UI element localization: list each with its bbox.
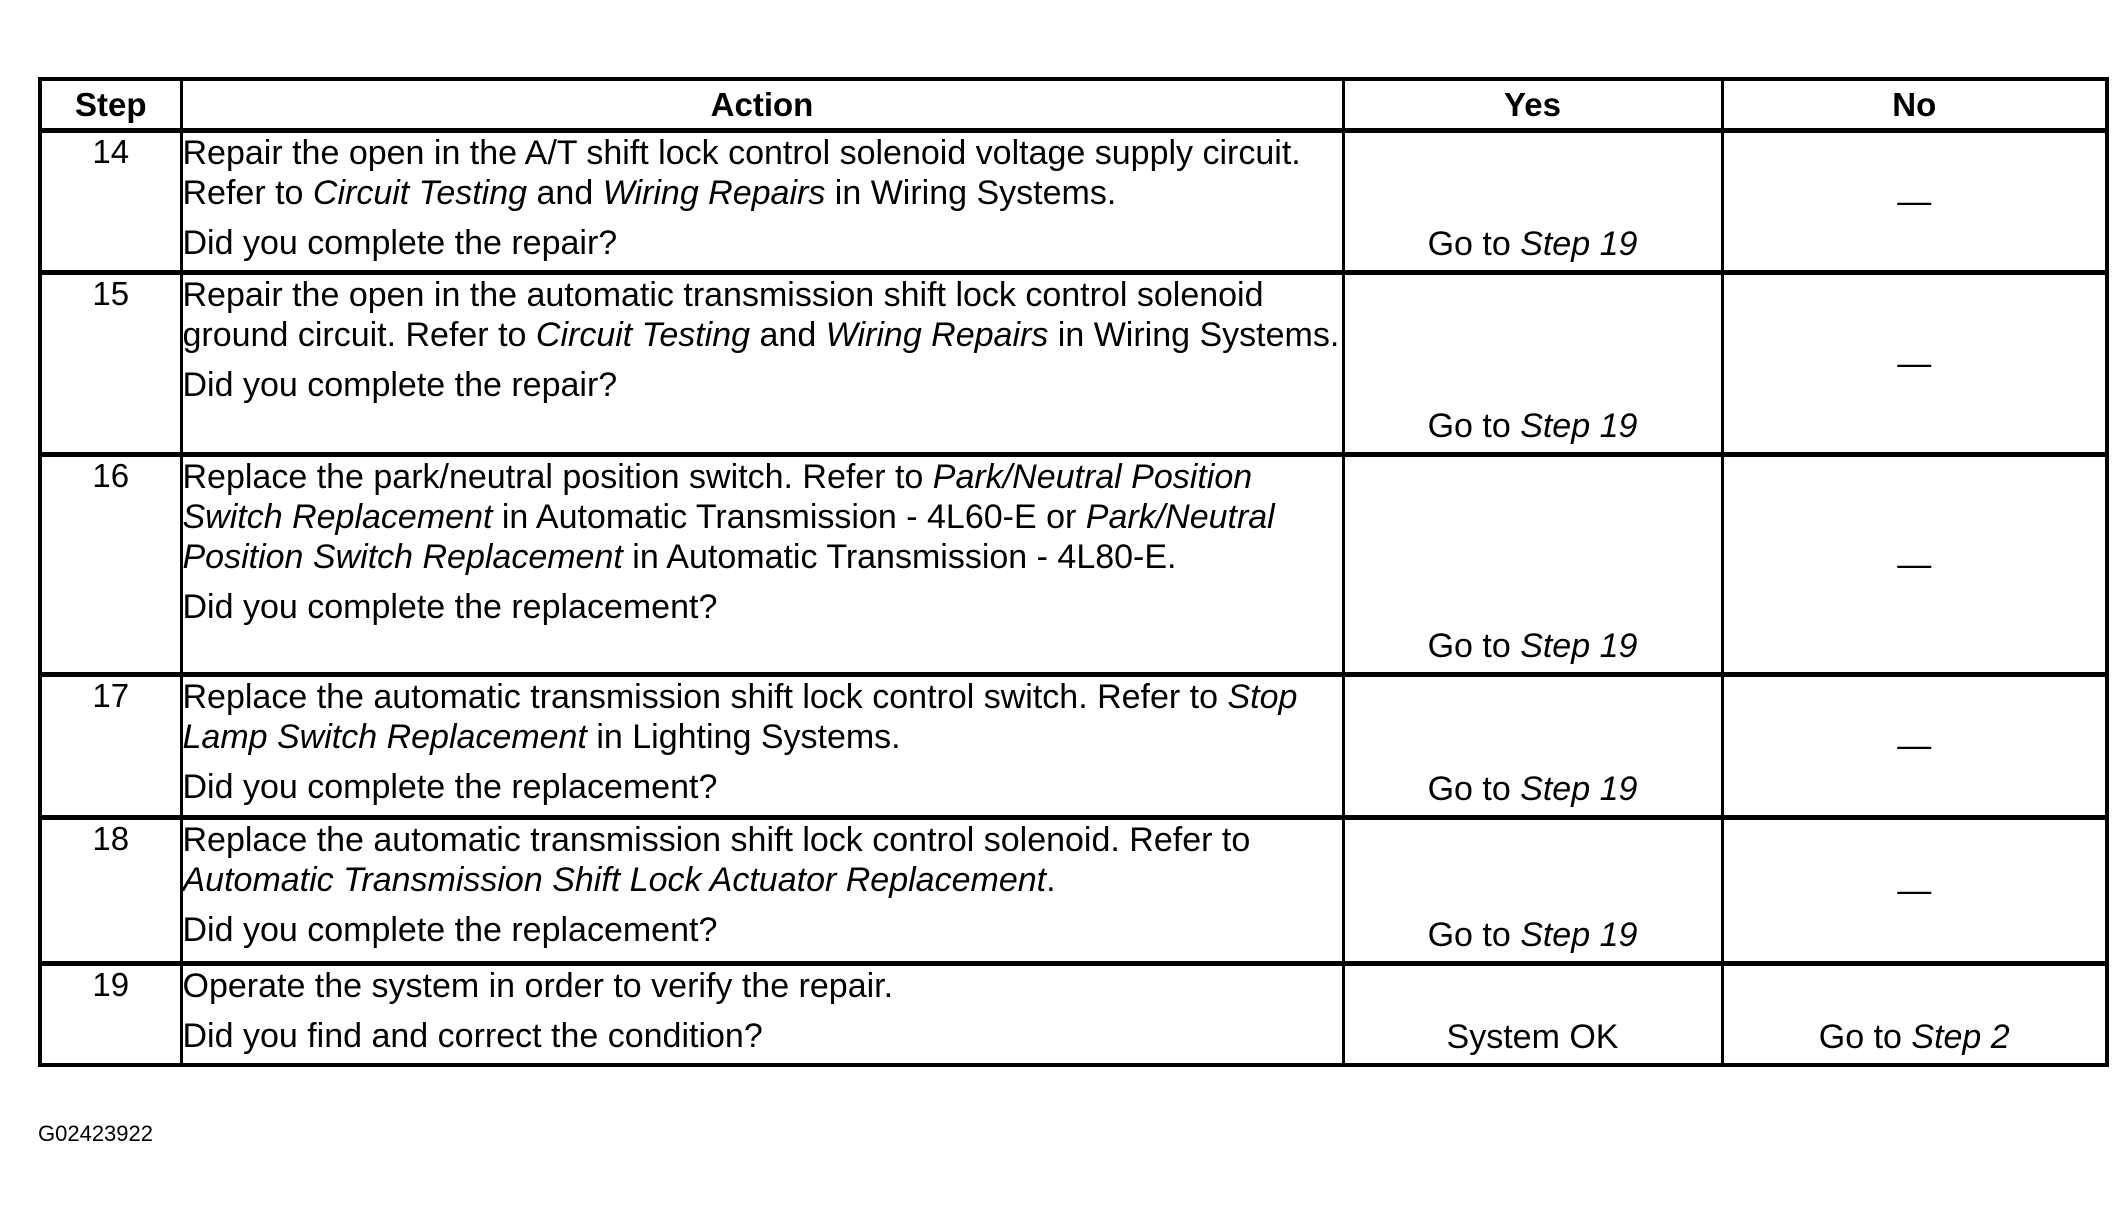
question-text: Did you complete the replacement? bbox=[182, 911, 718, 949]
diagnostic-table bbox=[38, 77, 2109, 1067]
action-text bbox=[183, 133, 1342, 213]
no-cell bbox=[1722, 273, 2107, 455]
action-cell bbox=[181, 273, 1343, 455]
question-text: Did you find and correct the condition? bbox=[182, 1017, 763, 1055]
action-cell bbox=[181, 818, 1343, 964]
action-text-segment: Replace the automatic transmission shift lock control switch. Refer to bbox=[182, 678, 1228, 716]
action-text-segment: Replace the automatic transmission shift lock control solenoid. Refer to bbox=[182, 821, 1251, 859]
table-row bbox=[40, 818, 2107, 964]
table-row bbox=[40, 675, 2107, 818]
action-text bbox=[183, 457, 1342, 577]
yes-cell bbox=[1343, 675, 1722, 818]
action-text-segment: . bbox=[1046, 861, 1056, 899]
reference-title: Park/Neutral Position Switch Replacement bbox=[182, 458, 1253, 536]
reference-title: Wiring Repairs bbox=[602, 174, 826, 212]
action-text bbox=[183, 677, 1342, 757]
reference-title: Wiring Repairs bbox=[825, 316, 1049, 354]
yes-answer-prefix: Go to bbox=[1427, 407, 1521, 445]
no-cell bbox=[1722, 455, 2107, 675]
action-text-segment: Replace the park/neutral position switch. Refer to bbox=[182, 458, 933, 496]
table-header-row bbox=[40, 79, 2107, 131]
table-body bbox=[40, 131, 2107, 1065]
action-text-segment: Operate the system in order to verify the repair. bbox=[182, 967, 894, 1005]
action-text bbox=[183, 820, 1342, 900]
action-text-segment: in Wiring Systems. bbox=[825, 174, 1117, 212]
yes-cell bbox=[1343, 818, 1722, 964]
action-cell bbox=[181, 455, 1343, 675]
no-dash: — bbox=[1897, 871, 1932, 909]
question-text: Did you complete the repair? bbox=[182, 366, 618, 404]
no-cell bbox=[1722, 131, 2107, 273]
header-step: Step bbox=[40, 79, 181, 131]
yes-step-link: Step 19 bbox=[1520, 770, 1638, 808]
yes-step-link: Step 19 bbox=[1520, 627, 1638, 665]
yes-answer-prefix: System OK bbox=[1446, 1017, 1619, 1056]
yes-step-link: Step 19 bbox=[1520, 225, 1638, 263]
no-answer-prefix: Go to bbox=[1818, 1017, 1912, 1056]
step-number: 19 bbox=[40, 964, 181, 1065]
step-number: 17 bbox=[40, 675, 181, 818]
yes-cell bbox=[1343, 273, 1722, 455]
question-text: Did you complete the replacement? bbox=[182, 768, 718, 806]
step-number: 18 bbox=[40, 818, 181, 964]
no-answer bbox=[1724, 1017, 2106, 1057]
table-row bbox=[40, 455, 2107, 675]
no-cell bbox=[1722, 818, 2107, 964]
header-action: Action bbox=[181, 79, 1343, 131]
table-row bbox=[40, 964, 2107, 1065]
yes-answer bbox=[1345, 224, 1721, 264]
no-step-link: Step 2 bbox=[1911, 1017, 2010, 1056]
yes-answer bbox=[1345, 1017, 1721, 1057]
header-no: No bbox=[1722, 79, 2107, 131]
no-dash: — bbox=[1897, 545, 1932, 583]
action-text-segment: and bbox=[750, 316, 826, 354]
table-row bbox=[40, 131, 2107, 273]
no-dash: — bbox=[1897, 344, 1932, 382]
action-text-segment: Repair the open in the automatic transmission shift lock control solenoid ground circuit. Refer to bbox=[182, 276, 1264, 354]
action-cell bbox=[181, 131, 1343, 273]
action-text-segment: in Lighting Systems. bbox=[586, 718, 901, 756]
reference-title: Stop Lamp Switch Replacement bbox=[182, 678, 1298, 756]
step-number: 15 bbox=[40, 273, 181, 455]
action-text-segment: in Wiring Systems. bbox=[1048, 316, 1340, 354]
no-dash: — bbox=[1897, 182, 1932, 220]
yes-answer bbox=[1345, 769, 1721, 809]
step-number: 16 bbox=[40, 455, 181, 675]
yes-cell bbox=[1343, 964, 1722, 1065]
action-text-segment: in Automatic Transmission - 4L80-E. bbox=[622, 538, 1177, 576]
yes-answer bbox=[1345, 626, 1721, 666]
yes-cell bbox=[1343, 131, 1722, 273]
question-text: Did you complete the repair? bbox=[182, 224, 618, 262]
no-dash: — bbox=[1897, 726, 1932, 765]
yes-cell bbox=[1343, 455, 1722, 675]
step-number: 14 bbox=[40, 131, 181, 273]
yes-step-link: Step 19 bbox=[1520, 407, 1638, 445]
reference-title: Park/Neutral Position Switch Replacement bbox=[182, 498, 1275, 576]
reference-title: Circuit Testing bbox=[535, 316, 751, 354]
action-text bbox=[183, 275, 1342, 355]
yes-answer-prefix: Go to bbox=[1427, 770, 1521, 808]
yes-answer bbox=[1345, 915, 1721, 955]
action-text-segment: and bbox=[527, 174, 603, 212]
header-yes: Yes bbox=[1343, 79, 1722, 131]
action-text-segment: in Automatic Transmission - 4L60-E or bbox=[492, 498, 1086, 536]
reference-title: Automatic Transmission Shift Lock Actuator Replacement bbox=[182, 861, 1047, 899]
yes-answer bbox=[1345, 406, 1721, 446]
no-cell bbox=[1722, 964, 2107, 1065]
no-cell bbox=[1722, 675, 2107, 818]
action-text bbox=[183, 966, 1342, 1006]
yes-answer-prefix: Go to bbox=[1427, 916, 1521, 954]
table-row bbox=[40, 273, 2107, 455]
question-text: Did you complete the replacement? bbox=[182, 588, 718, 626]
yes-step-link: Step 19 bbox=[1520, 916, 1638, 954]
action-cell bbox=[181, 675, 1343, 818]
reference-title: Circuit Testing bbox=[312, 174, 528, 212]
figure-id: G02423922 bbox=[38, 1121, 153, 1146]
action-cell bbox=[181, 964, 1343, 1065]
yes-answer-prefix: Go to bbox=[1427, 225, 1521, 263]
yes-answer-prefix: Go to bbox=[1427, 627, 1521, 665]
action-text-segment: Repair the open in the A/T shift lock control solenoid voltage supply circuit. Refer to bbox=[182, 134, 1301, 212]
